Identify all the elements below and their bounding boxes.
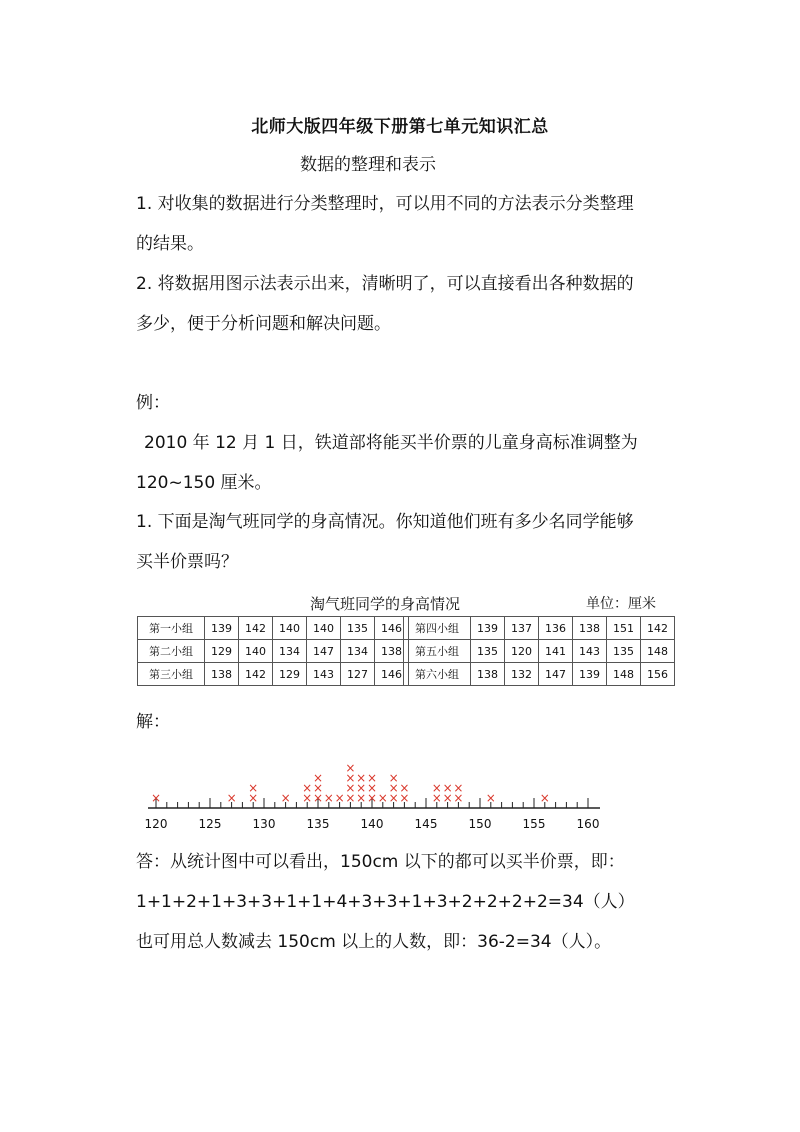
data-mark: × [334, 791, 345, 805]
height-cell: 134 [341, 640, 375, 663]
data-mark: × [442, 781, 453, 795]
table-row [138, 617, 409, 640]
data-mark: × [366, 791, 378, 805]
data-mark: × [431, 781, 442, 795]
data-mark: × [226, 791, 237, 805]
data-mark: × [388, 791, 399, 805]
point-line: 的结果。 [136, 234, 204, 254]
data-mark: × [356, 771, 367, 785]
height-cell: 135 [471, 640, 505, 663]
answer-line: 1+1+2+1+3+3+1+1+4+3+3+1+3+2+2+2+2=34（人） [136, 892, 635, 912]
height-cell: 140 [239, 640, 273, 663]
data-mark: × [453, 791, 464, 805]
table-row [138, 640, 409, 663]
height-cell: 138 [375, 640, 409, 663]
example-line: 1. 下面是淘气班同学的身高情况。你知道他们班有多少名同学能够 [136, 512, 634, 532]
group-name: 第六小组 [404, 663, 471, 686]
answer-line: 答：从统计图中可以看出，150cm 以下的都可以买半价票，即： [136, 852, 625, 872]
group-name: 第五小组 [404, 640, 471, 663]
height-cell: 140 [307, 617, 341, 640]
height-cell: 146 [375, 663, 409, 686]
height-cell: 135 [607, 640, 641, 663]
data-mark: × [442, 791, 453, 805]
height-cell: 148 [607, 663, 641, 686]
height-cell: 141 [539, 640, 573, 663]
table-row [138, 663, 409, 686]
data-mark: × [302, 791, 313, 805]
example-line: 120~150 厘米。 [136, 473, 272, 493]
solution-label: 解： [136, 712, 170, 732]
point-line: 多少，便于分析问题和解决问题。 [136, 314, 391, 334]
height-cell: 142 [239, 617, 273, 640]
data-mark: × [150, 791, 162, 805]
data-mark: × [366, 771, 378, 785]
height-cell: 140 [273, 617, 307, 640]
height-cell: 138 [573, 617, 607, 640]
tick-label: 125 [198, 817, 222, 831]
answer-line: 也可用总人数减去 150cm 以上的人数，即：36-2=34（人）。 [136, 932, 612, 952]
data-mark: × [323, 791, 334, 805]
height-cell: 139 [205, 617, 239, 640]
data-mark: × [431, 791, 442, 805]
height-cell: 127 [341, 663, 375, 686]
height-cell: 151 [607, 617, 641, 640]
data-mark: × [312, 771, 324, 785]
data-mark: × [356, 781, 367, 795]
height-cell: 139 [573, 663, 607, 686]
group-name: 第一小组 [138, 617, 205, 640]
height-cell: 142 [239, 663, 273, 686]
height-cell: 146 [375, 617, 409, 640]
tick-label: 160 [576, 817, 600, 831]
data-mark: × [388, 771, 399, 785]
data-mark: × [345, 761, 356, 775]
data-mark: × [302, 781, 313, 795]
data-mark: × [356, 791, 367, 805]
tick-label: 135 [306, 817, 330, 831]
data-mark: × [539, 791, 550, 805]
data-mark: × [280, 791, 291, 805]
data-mark: × [377, 791, 388, 805]
height-cell: 139 [471, 617, 505, 640]
example-label: 例： [136, 393, 170, 413]
height-table-left [137, 616, 409, 686]
data-mark: × [485, 791, 496, 805]
table-row [404, 617, 675, 640]
table-row [404, 663, 675, 686]
data-mark: × [399, 781, 410, 795]
height-cell: 138 [471, 663, 505, 686]
data-mark: × [312, 781, 324, 795]
group-name: 第二小组 [138, 640, 205, 663]
group-name: 第四小组 [404, 617, 471, 640]
data-mark: × [312, 791, 324, 805]
data-mark: × [345, 781, 356, 795]
height-cell: 147 [539, 663, 573, 686]
data-mark: × [248, 791, 259, 805]
tick-label: 155 [522, 817, 546, 831]
data-mark: × [453, 781, 464, 795]
tick-label: 140 [360, 817, 384, 831]
data-mark: × [345, 771, 356, 785]
height-cell: 147 [307, 640, 341, 663]
tick-label: 130 [252, 817, 276, 831]
data-mark: × [388, 781, 399, 795]
example-line: 2010 年 12 月 1 日，铁道部将能买半价票的儿童身高标准调整为 [144, 433, 638, 453]
height-cell: 143 [573, 640, 607, 663]
page-title: 北师大版四年级下册第七单元知识汇总 [251, 117, 549, 137]
height-cell: 137 [505, 617, 539, 640]
example-line: 买半价票吗？ [136, 552, 238, 572]
tick-label: 120 [144, 817, 168, 831]
data-mark: × [345, 791, 356, 805]
point-line: 2. 将数据用图示法表示出来，清晰明了，可以直接看出各种数据的 [136, 274, 634, 294]
height-cell: 135 [341, 617, 375, 640]
height-cell: 129 [273, 663, 307, 686]
height-cell: 120 [505, 640, 539, 663]
height-cell: 132 [505, 663, 539, 686]
height-cell: 143 [307, 663, 341, 686]
height-dot-plot [140, 750, 620, 834]
height-table-right [403, 616, 675, 686]
height-cell: 142 [641, 617, 675, 640]
data-mark: × [399, 791, 410, 805]
height-cell: 138 [205, 663, 239, 686]
table-unit: 单位：厘米 [586, 596, 656, 612]
data-mark: × [366, 781, 378, 795]
group-name: 第三小组 [138, 663, 205, 686]
data-mark: × [248, 781, 259, 795]
tick-label: 150 [468, 817, 492, 831]
table-caption: 淘气班同学的身高情况 [310, 595, 461, 613]
section-subtitle: 数据的整理和表示 [300, 155, 436, 175]
height-cell: 129 [205, 640, 239, 663]
table-row [404, 640, 675, 663]
height-cell: 136 [539, 617, 573, 640]
height-cell: 134 [273, 640, 307, 663]
tick-label: 145 [414, 817, 438, 831]
height-cell: 156 [641, 663, 675, 686]
height-cell: 148 [641, 640, 675, 663]
point-line: 1. 对收集的数据进行分类整理时，可以用不同的方法表示分类整理 [136, 194, 634, 214]
